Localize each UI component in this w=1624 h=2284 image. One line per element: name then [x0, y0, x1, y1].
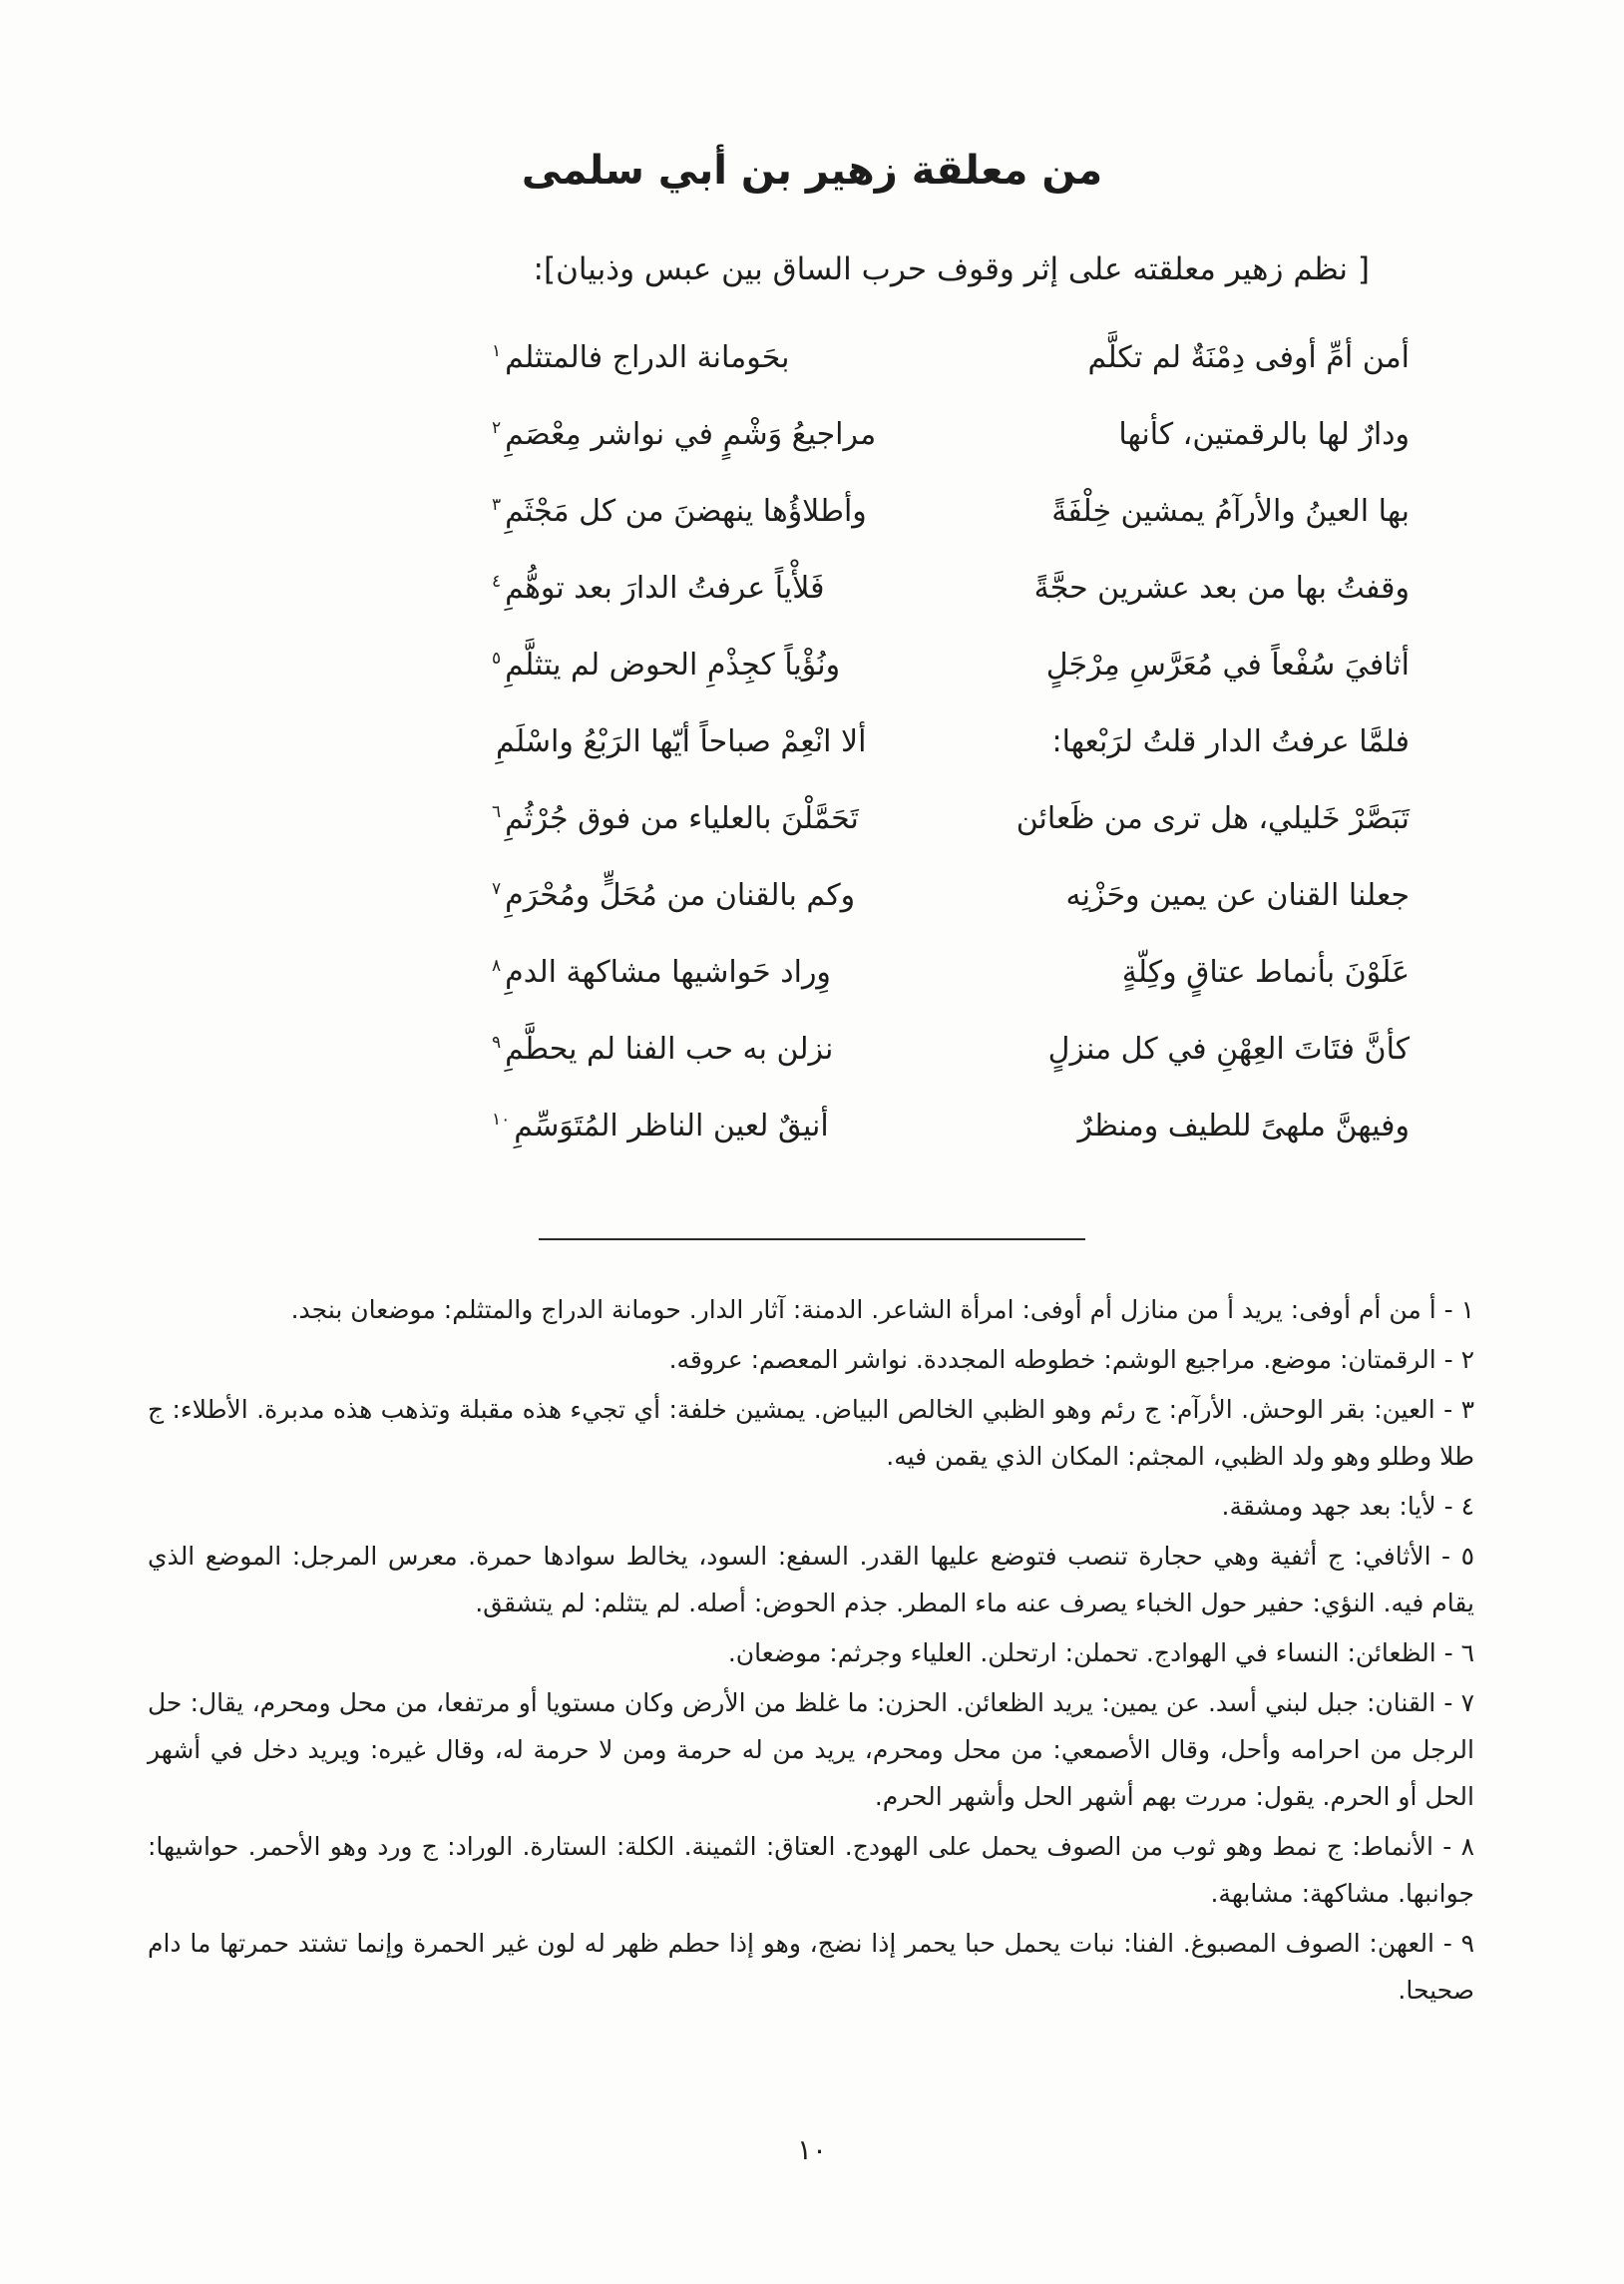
- verse-row: [492, 627, 1410, 703]
- hemistich-text: أنيقٌ لعين الناظر المُتَوَسِّمِ: [514, 1109, 829, 1143]
- verse-row: [492, 1088, 1410, 1164]
- footnote-item: ٥ - الأثافي: ج أثفية وهي حجارة تنصب فتوضع عليها القدر. السفع: السود، يخالط سوادها حمرة. معرس المرجل: الموضع الذي يقام فيه. النؤي: حفير حول الخباء يصرف عنه ماء المطر. جذم الحوض: أصله. لم يتثلم: لم يتشقق.: [148, 1542, 1474, 1617]
- verse-row: [492, 703, 1410, 780]
- page-number: ١٠: [796, 2133, 828, 2166]
- verse-row: [492, 780, 1410, 857]
- hemistich-second: [492, 417, 876, 452]
- verse-footnote-mark: ١: [492, 341, 502, 361]
- hemistich-text: مراجيعُ وَشْمٍ في نواشر مِعْصَمِ: [505, 417, 877, 452]
- page-title: من معلقة زهير بن أبي سلمى: [521, 148, 1103, 194]
- footnote-item: ٩ - العهن: الصوف المصبوغ. الفنا: نبات يحمل حبا يحمر إذا نضج، وهو إذا حطم ظهر له لون غير الحمرة وإنما تشتد حمرتها ما دام صحيحا.: [148, 1929, 1474, 2005]
- poem: [492, 319, 1410, 1164]
- intro-line: [ نظم زهير معلقته على إثر وقوف حرب الساق بين عبس وذبيان]:: [533, 251, 1370, 287]
- hemistich-text: نزلن به حب الفنا لم يحطَّمِ: [505, 1032, 834, 1067]
- verse-footnote-mark: ٧: [492, 879, 502, 899]
- hemistich-first: وفيهنَّ ملهىً للطيف ومنظرٌ: [1077, 1109, 1410, 1143]
- verse-row: [492, 550, 1410, 627]
- verse-footnote-mark: ١٠: [492, 1110, 511, 1130]
- hemistich-second: [492, 878, 855, 913]
- verse-row: [492, 473, 1410, 550]
- hemistich-first: أمن أمِّ أوفى دِمْنَةٌ لم تكلَّم: [1087, 340, 1410, 375]
- footnote-item: ٢ - الرقمتان: موضع. مراجيع الوشم: خطوطه المجددة. نواشر المعصم: عروقه.: [668, 1345, 1474, 1374]
- hemistich-text: فَلأْياً عرفتُ الدارَ بعد توهُّمِ: [505, 571, 825, 606]
- hemistich-text: وكم بالقنان من مُحَلٍّ ومُحْرَمِ: [505, 878, 856, 913]
- hemistich-second: [492, 955, 831, 990]
- hemistich-text: ألا انْعِمْ صباحاً أيّها الرَبْعُ واسْلَمِ: [496, 724, 867, 759]
- verse-footnote-mark: ٥: [492, 649, 502, 669]
- hemistich-second: [492, 571, 825, 606]
- hemistich-text: تَحَمَّلْنَ بالعلياء من فوق جُرْثُمِ: [505, 801, 859, 836]
- verse-footnote-mark: ٦: [492, 802, 502, 822]
- hemistich-second: [492, 494, 867, 529]
- hemistich-first: جعلنا القنان عن يمين وحَزْنِه: [1065, 878, 1410, 913]
- verse-row: [492, 396, 1410, 473]
- hemistich-text: بحَومانة الدراج فالمتثلم: [505, 340, 790, 375]
- hemistich-first: أثافيَ سُفْعاً في مُعَرَّسِ مِرْجَلٍ: [1045, 648, 1410, 683]
- hemistich-first: ودارٌ لها بالرقمتين، كأنها: [1118, 417, 1410, 452]
- verse-footnote-mark: ٣: [492, 495, 502, 515]
- hemistich-text: ونُؤْياً كجِذْمِ الحوض لم يتثلَّمِ: [505, 648, 841, 683]
- verse-row: [492, 319, 1410, 396]
- footnotes-section: [148, 1286, 1474, 2014]
- hemistich-second: [492, 340, 789, 375]
- verse-footnote-mark: ٩: [492, 1033, 502, 1053]
- hemistich-text: وِراد حَواشيها مشاكهة الدمِ: [505, 955, 831, 990]
- hemistich-first: وقفتُ بها من بعد عشرين حجَّةً: [1033, 571, 1410, 606]
- hemistich-first: تَبَصَّرْ خَليلي، هل ترى من ظَعائن: [1015, 801, 1410, 836]
- verse-row: [492, 1011, 1410, 1088]
- verse-row: [492, 857, 1410, 934]
- hemistich-second: [492, 1032, 833, 1067]
- footnotes-divider: [539, 1238, 1085, 1240]
- hemistich-first: عَلَوْنَ بأنماط عتاقٍ وكِلّةٍ: [1121, 955, 1410, 990]
- footnote-item: ٣ - العين: بقر الوحش. الأرآم: ج رئم وهو الظبي الخالص البياض. يمشين خلفة: أي تجيء هذه مقبلة وتذهب هذه مدبرة. الأطلاء: ج طلا وطلو وهو ولد الظبي، المجثم: المكان الذي يقمن فيه.: [148, 1395, 1474, 1471]
- hemistich-text: وأطلاؤُها ينهضنَ من كل مَجْثَمِ: [505, 494, 867, 529]
- hemistich-first: فلمَّا عرفتُ الدار قلتُ لرَبْعها:: [1051, 724, 1410, 759]
- hemistich-first: كأنَّ فتَاتَ العِهْنِ في كل منزلٍ: [1047, 1032, 1410, 1067]
- verse-footnote-mark: ٤: [492, 572, 502, 592]
- verse-footnote-mark: ٢: [492, 418, 502, 438]
- verse-footnote-mark: ٨: [492, 956, 502, 976]
- hemistich-second: [492, 724, 866, 759]
- hemistich-second: [492, 1109, 829, 1143]
- footnote-item: ٦ - الظعائن: النساء في الهوادج. تحملن: ارتحلن. العلياء وجرثم: موضعان.: [727, 1638, 1474, 1667]
- footnote-item: ٨ - الأنماط: ج نمط وهو ثوب من الصوف يحمل على الهودج. العتاق: الثمينة. الكلة: الستارة. الوراد: ج ورد وهو الأحمر. حواشيها: جوانبها. مشاكهة: مشابهة.: [148, 1832, 1474, 1908]
- hemistich-second: [492, 648, 840, 683]
- footnote-item: ٧ - القنان: جبل لبني أسد. عن يمين: يريد الظعائن. الحزن: ما غلظ من الأرض وكان مستويا أو مرتفعا، من محل ومحرم، يقال: حل الرجل من احرامه وأحل، وقال الأصمعي: من محل ومحرم، يريد من له حرمة ومن لا حرمة له، وقال غيره: ويريد دخل في أشهر الحل أو الحرم. يقول: مررت بهم أشهر الحل وأشهر الحرم.: [148, 1688, 1474, 1811]
- hemistich-second: [492, 801, 859, 836]
- hemistich-first: بها العينُ والأرآمُ يمشين خِلْفَةً: [1051, 494, 1410, 529]
- verse-row: [492, 934, 1410, 1011]
- footnote-item: ٤ - لأيا: بعد جهد ومشقة.: [1221, 1492, 1474, 1521]
- footnote-item: ١ - أ من أم أوفى: يريد أ من منازل أم أوفى: امرأة الشاعر. الدمنة: آثار الدار. حومانة الدراج والمتثلم: موضعان بنجد.: [290, 1295, 1474, 1324]
